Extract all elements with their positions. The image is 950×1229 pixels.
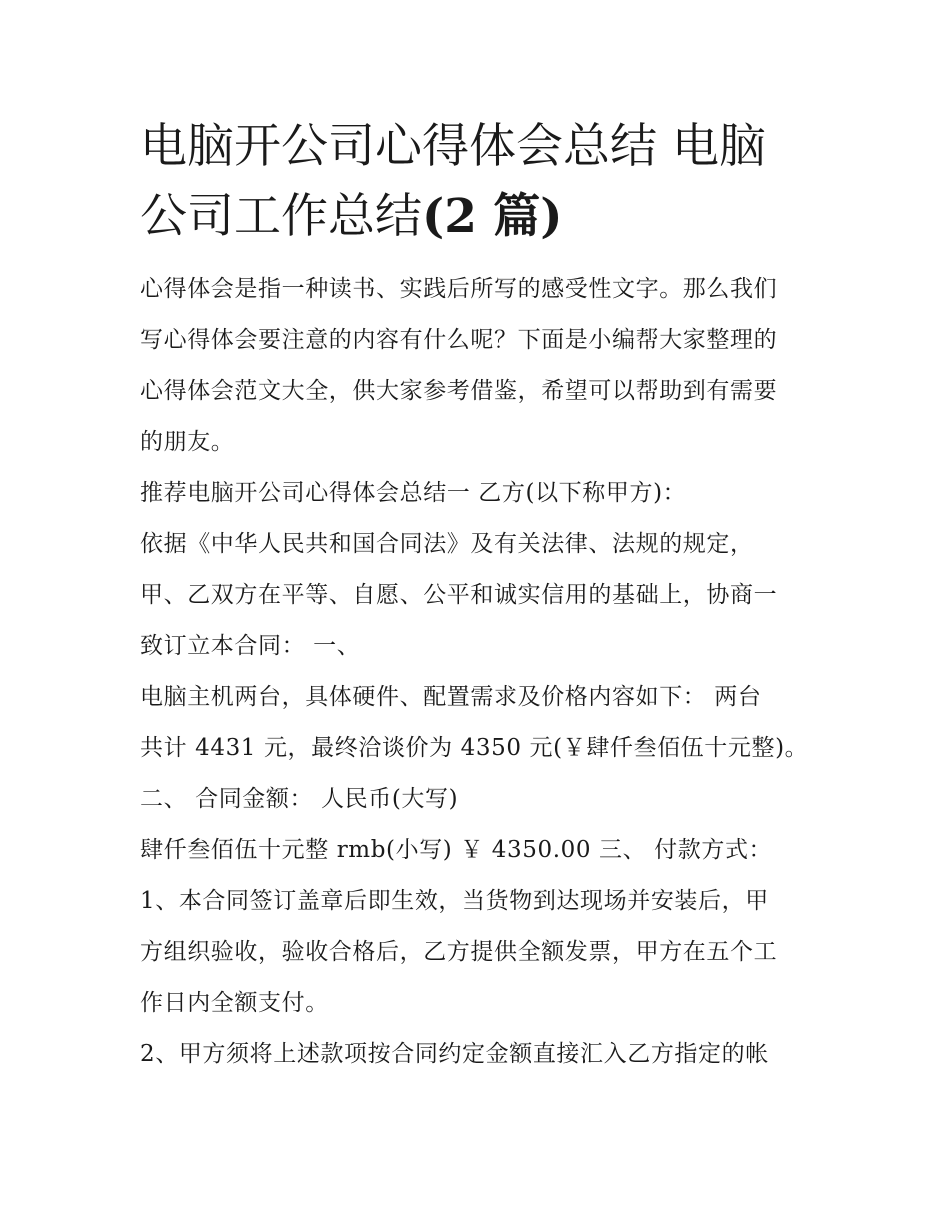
body-line: 作日内全额支付。 [140,990,329,1016]
body-line: 写心得体会要注意的内容有什么呢？下面是小编帮大家整理的 [140,327,778,353]
title-text: 电脑开公司心得体会总结 电脑公司工作总结 [140,119,766,244]
title-count: (2 篇) [422,189,563,244]
body-line: 2、甲方须将上述款项按合同约定金额直接汇入乙方指定的帐 [140,1041,769,1067]
body-line: 心得体会是指一种读书、实践后所写的感受性文字。那么我们 [140,276,778,302]
body-line: 电脑主机两台，具体硬件、配置需求及价格内容如下： 两台 [140,684,762,710]
body-line: 致订立本合同： 一、 [140,633,361,659]
document-body [140,264,812,1080]
body-line: 的朋友。 [140,429,235,455]
document-page [140,112,812,1080]
body-line: 1、本合同签订盖章后即生效，当货物到达现场并安装后，甲 [140,888,769,914]
body-line: 推荐电脑开公司心得体会总结一 乙方(以下称甲方)： [140,480,687,506]
body-line: 甲、乙双方在平等、自愿、公平和诚实信用的基础上，协商一 [140,582,778,608]
body-line: 二、 合同金额： 人民币(大写) [140,786,459,812]
document-title [140,112,812,252]
body-line: 方组织验收，验收合格后，乙方提供全额发票，甲方在五个工 [140,939,778,965]
body-line: 共计 4431 元，最终洽谈价为 4350 元(￥肆仟叁佰伍十元整)。 [140,735,809,761]
body-line: 肆仟叁佰伍十元整 rmb(小写) ￥ 4350.00 三、 付款方式： [140,837,773,863]
body-line: 心得体会范文大全，供大家参考借鉴，希望可以帮助到有需要 [140,378,778,404]
body-line: 依据《中华人民共和国合同法》及有关法律、法规的规定， [140,531,754,557]
